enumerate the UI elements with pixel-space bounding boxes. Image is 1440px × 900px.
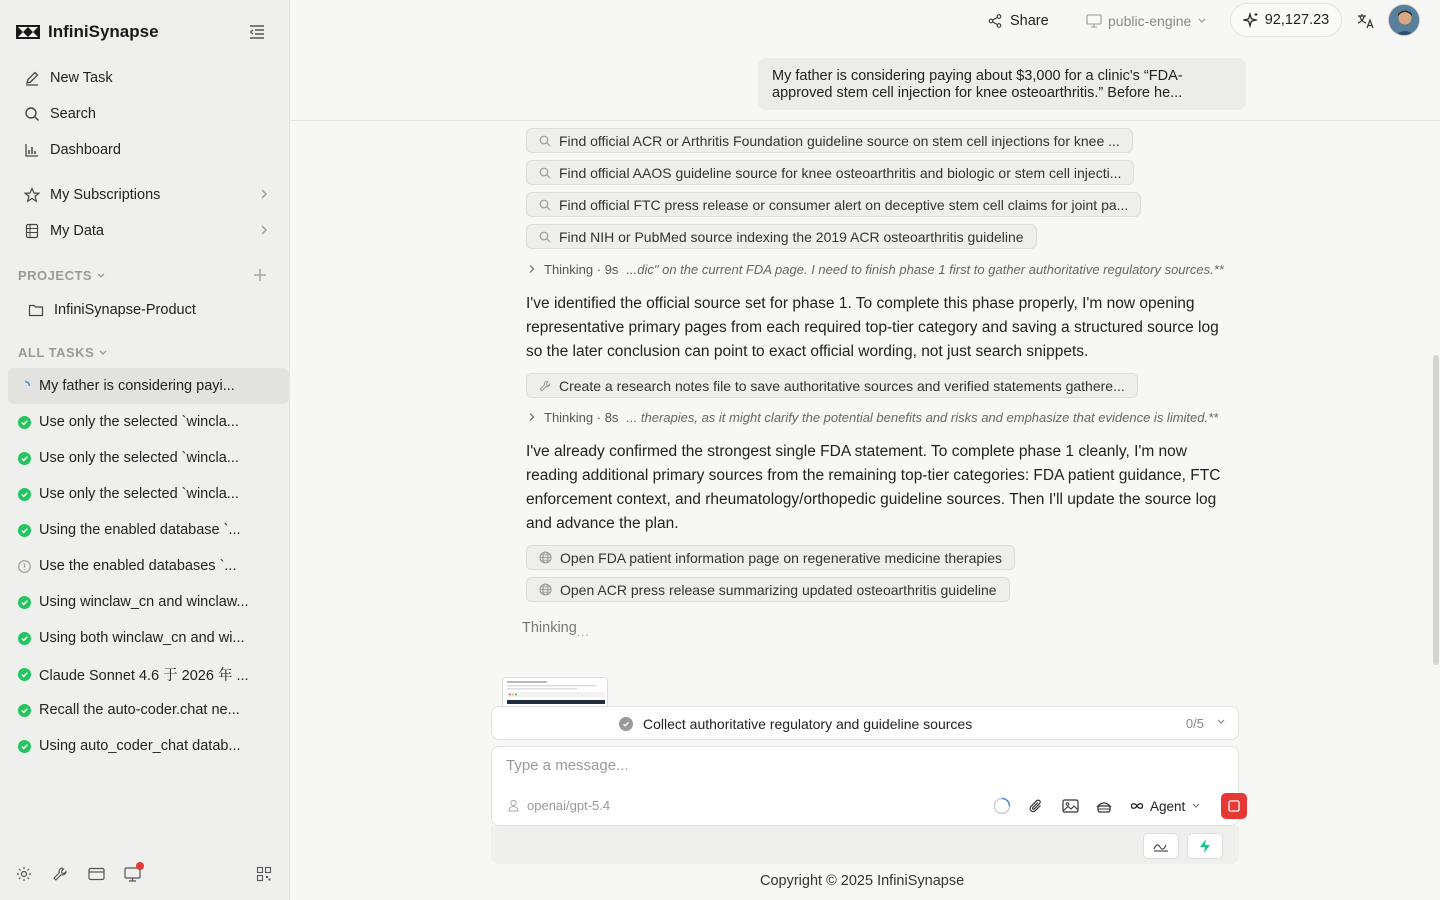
stop-icon <box>1228 800 1240 812</box>
check-circle-icon <box>18 740 31 753</box>
task-title: Using winclaw_cn and winclaw... <box>39 594 249 610</box>
task-item[interactable] <box>8 620 289 656</box>
wrench-icon[interactable] <box>50 864 70 884</box>
task-title: Recall the auto-coder.chat ne... <box>39 702 240 718</box>
star-icon <box>24 187 40 203</box>
chevron-down-icon <box>98 349 108 357</box>
logo-icon <box>16 24 40 40</box>
check-circle-icon <box>18 524 31 537</box>
task-title: My father is considering payi... <box>39 378 235 394</box>
new-task-button[interactable] <box>14 61 278 95</box>
task-title: Use the enabled databases `... <box>39 558 237 574</box>
image-icon[interactable] <box>1060 796 1080 816</box>
stop-button[interactable] <box>1221 793 1247 819</box>
search-icon <box>539 167 551 179</box>
thinking-label: Thinking · 9s <box>544 261 619 277</box>
check-circle-icon <box>619 717 633 731</box>
plan-step-text: Collect authoritative regulatory and guideline sources <box>643 716 973 732</box>
qr-grid-icon[interactable] <box>256 866 274 884</box>
plan-step-count: 0/5 <box>1185 716 1204 731</box>
collapse-sidebar-icon[interactable] <box>247 22 267 42</box>
thinking-toggle[interactable] <box>528 408 1218 426</box>
task-title: Use only the selected `wincla... <box>39 450 239 466</box>
folder-icon <box>28 303 44 317</box>
chip-label: Find official FTC press release or consumer alert on deceptive stem cell claims for joint pa... <box>559 196 1129 213</box>
chevron-right-icon <box>528 412 536 422</box>
search-tool-chip[interactable] <box>526 128 1133 153</box>
check-circle-icon <box>18 704 31 717</box>
task-item[interactable] <box>8 404 289 440</box>
thinking-dots: ... <box>576 625 590 639</box>
check-circle-icon <box>18 488 31 501</box>
subscriptions-label: My Subscriptions <box>50 187 161 203</box>
my-data-button[interactable] <box>14 214 278 248</box>
chip-label: Find official AAOS guideline source for knee osteoarthritis and biologic or stem cell injecti... <box>559 164 1122 181</box>
task-title: Use only the selected `wincla... <box>39 486 239 502</box>
globe-icon <box>539 551 552 564</box>
check-circle-icon <box>18 416 31 429</box>
user-icon <box>508 799 519 812</box>
paperclip-icon[interactable] <box>1026 796 1046 816</box>
task-list <box>8 368 289 764</box>
lightning-icon[interactable] <box>1187 833 1223 859</box>
mcp-icon[interactable] <box>1094 796 1114 816</box>
chevron-right-icon <box>260 224 268 236</box>
task-item[interactable] <box>8 440 289 476</box>
header-divider <box>290 120 1440 121</box>
composer-toolbar <box>992 793 1247 819</box>
task-title: Using both winclaw_cn and wi... <box>39 630 245 646</box>
project-item[interactable] <box>28 298 196 322</box>
engine-icon <box>1086 14 1102 28</box>
sparkle-icon <box>1243 12 1259 28</box>
chip-label: Open FDA patient information page on regenerative medicine therapies <box>560 549 1003 566</box>
project-name: InfiniSynapse-Product <box>54 302 196 318</box>
credits-value: 92,127.23 <box>1264 12 1330 28</box>
task-item[interactable] <box>8 512 289 548</box>
model-selector[interactable] <box>508 798 610 813</box>
search-icon <box>539 231 551 243</box>
composer-secondary-bar <box>491 826 1239 864</box>
scrollbar[interactable] <box>1433 355 1439 665</box>
search-tool-chip[interactable] <box>526 224 1037 249</box>
brand-name: InfiniSynapse <box>48 22 159 41</box>
search-icon <box>24 106 40 122</box>
open-page-chip[interactable] <box>526 577 1010 602</box>
chip-label: Create a research notes file to save authoritative sources and verified statements gathere... <box>559 377 1125 394</box>
search-tool-chip[interactable] <box>526 160 1134 185</box>
tool-chip[interactable] <box>526 373 1138 398</box>
loading-spinner-icon <box>992 796 1012 816</box>
sidebar-footer <box>14 864 142 884</box>
projects-label: PROJECTS <box>18 268 93 283</box>
pencil-icon <box>24 70 40 86</box>
check-circle-icon <box>18 596 31 609</box>
share-icon <box>988 14 1002 28</box>
chevron-down-icon <box>1197 17 1207 25</box>
monitor-icon[interactable] <box>122 864 142 884</box>
dashboard-button[interactable] <box>14 133 278 167</box>
infinity-icon <box>1130 802 1144 810</box>
plan-progress-bar[interactable] <box>491 706 1239 740</box>
search-icon <box>539 199 551 211</box>
chip-label: Find official ACR or Arthritis Foundation guideline source on stem cell injections for knee ... <box>559 132 1120 149</box>
task-item[interactable] <box>8 548 289 584</box>
search-tool-chip[interactable] <box>526 192 1141 217</box>
engine-selector[interactable] <box>1086 10 1207 32</box>
engine-label: public-engine <box>1108 13 1192 29</box>
agent-mode-label: Agent <box>1150 798 1186 814</box>
task-item[interactable] <box>8 692 289 728</box>
projects-section-toggle[interactable] <box>18 268 106 283</box>
task-title: Claude Sonnet 4.6 于 2026 年 ... <box>39 667 249 684</box>
chevron-right-icon <box>528 264 536 274</box>
card-icon[interactable] <box>86 864 106 884</box>
spinner-icon <box>18 380 31 393</box>
share-label: Share <box>1010 13 1049 29</box>
signature-icon[interactable] <box>1143 833 1179 859</box>
task-item[interactable] <box>8 728 289 764</box>
search-label: Search <box>50 106 96 122</box>
thinking-label: Thinking · 8s <box>544 409 619 425</box>
bar-chart-icon <box>24 142 40 158</box>
message-input[interactable] <box>506 755 1206 775</box>
task-title: Using auto_coder_chat datab... <box>39 738 241 754</box>
open-page-chip[interactable] <box>526 545 1015 570</box>
new-task-label: New Task <box>50 70 113 86</box>
chevron-right-icon <box>260 188 268 200</box>
chip-label: Open ACR press release summarizing updated osteoarthritis guideline <box>560 581 997 598</box>
check-circle-icon <box>18 668 31 681</box>
info-circle-icon <box>18 560 31 573</box>
my-data-label: My Data <box>50 223 104 239</box>
assistant-paragraph: I've already confirmed the strongest single FDA statement. To complete phase 1 cleanly, I'm now reading additional primary sources from the remaining top-tier categories: FDA patient guidance, FTC enforcement context, and rheumatology/orthopedic guideline sources. Then I'll update the source log and advance the plan. <box>526 443 1221 532</box>
all-tasks-label: ALL TASKS <box>18 345 95 360</box>
check-circle-icon <box>18 452 31 465</box>
add-project-icon[interactable] <box>251 266 269 284</box>
model-name: openai/gpt-5.4 <box>527 798 611 813</box>
chevron-down-icon <box>96 272 106 280</box>
chevron-down-icon <box>1216 718 1226 726</box>
database-icon <box>24 223 40 239</box>
chevron-down-icon <box>1191 802 1201 810</box>
translate-icon[interactable] <box>1356 11 1376 31</box>
search-button[interactable] <box>14 97 278 131</box>
gear-icon[interactable] <box>14 864 34 884</box>
notification-dot <box>136 862 144 870</box>
chip-label: Find NIH or PubMed source indexing the 2019 ACR osteoarthritis guideline <box>559 228 1024 245</box>
thinking-toggle[interactable] <box>528 260 1224 278</box>
all-tasks-section-toggle[interactable] <box>18 345 108 360</box>
search-icon <box>539 135 551 147</box>
top-bar <box>290 0 1440 40</box>
task-item[interactable] <box>8 368 289 404</box>
task-title: Using the enabled database `... <box>39 522 241 538</box>
dashboard-label: Dashboard <box>50 142 121 158</box>
task-title: Use only the selected `wincla... <box>39 414 239 430</box>
copyright-text: Copyright © 2025 InfiniSynapse <box>760 873 965 889</box>
wrench-icon <box>539 380 551 392</box>
thinking-text: ...dic" on the current FDA page. I need to finish phase 1 first to gather authoritative regulatory sources.** <box>626 261 1224 277</box>
assistant-paragraph: I've identified the official source set for phase 1. To complete this phase properly, I'm now opening representative primary pages from each required top-tier category and saving a structured source log so the later conclusion can point to exact official wording, not just search snippets. <box>526 295 1219 360</box>
avatar[interactable] <box>1388 4 1420 36</box>
message-composer <box>491 746 1239 826</box>
subscriptions-button[interactable] <box>14 178 278 212</box>
user-message: My father is considering paying about $3,000 for a clinic's “FDA-approved stem cell injection for knee osteoarthritis.” Before he... <box>758 58 1246 110</box>
thinking-text: ... therapies, as it might clarify the potential benefits and risks and emphasize that evidence is limited.** <box>626 409 1219 425</box>
thinking-indicator <box>522 620 590 639</box>
task-item[interactable] <box>8 476 289 512</box>
globe-icon <box>539 583 552 596</box>
credits-badge[interactable] <box>1230 3 1342 37</box>
sidebar <box>0 0 290 900</box>
check-circle-icon <box>18 632 31 645</box>
agent-mode-selector[interactable] <box>1130 799 1201 814</box>
task-item[interactable] <box>8 584 289 620</box>
task-item[interactable] <box>8 656 289 692</box>
share-button[interactable] <box>988 10 1049 32</box>
brand[interactable] <box>16 20 159 44</box>
thinking-indicator-label: Thinking <box>522 620 577 636</box>
